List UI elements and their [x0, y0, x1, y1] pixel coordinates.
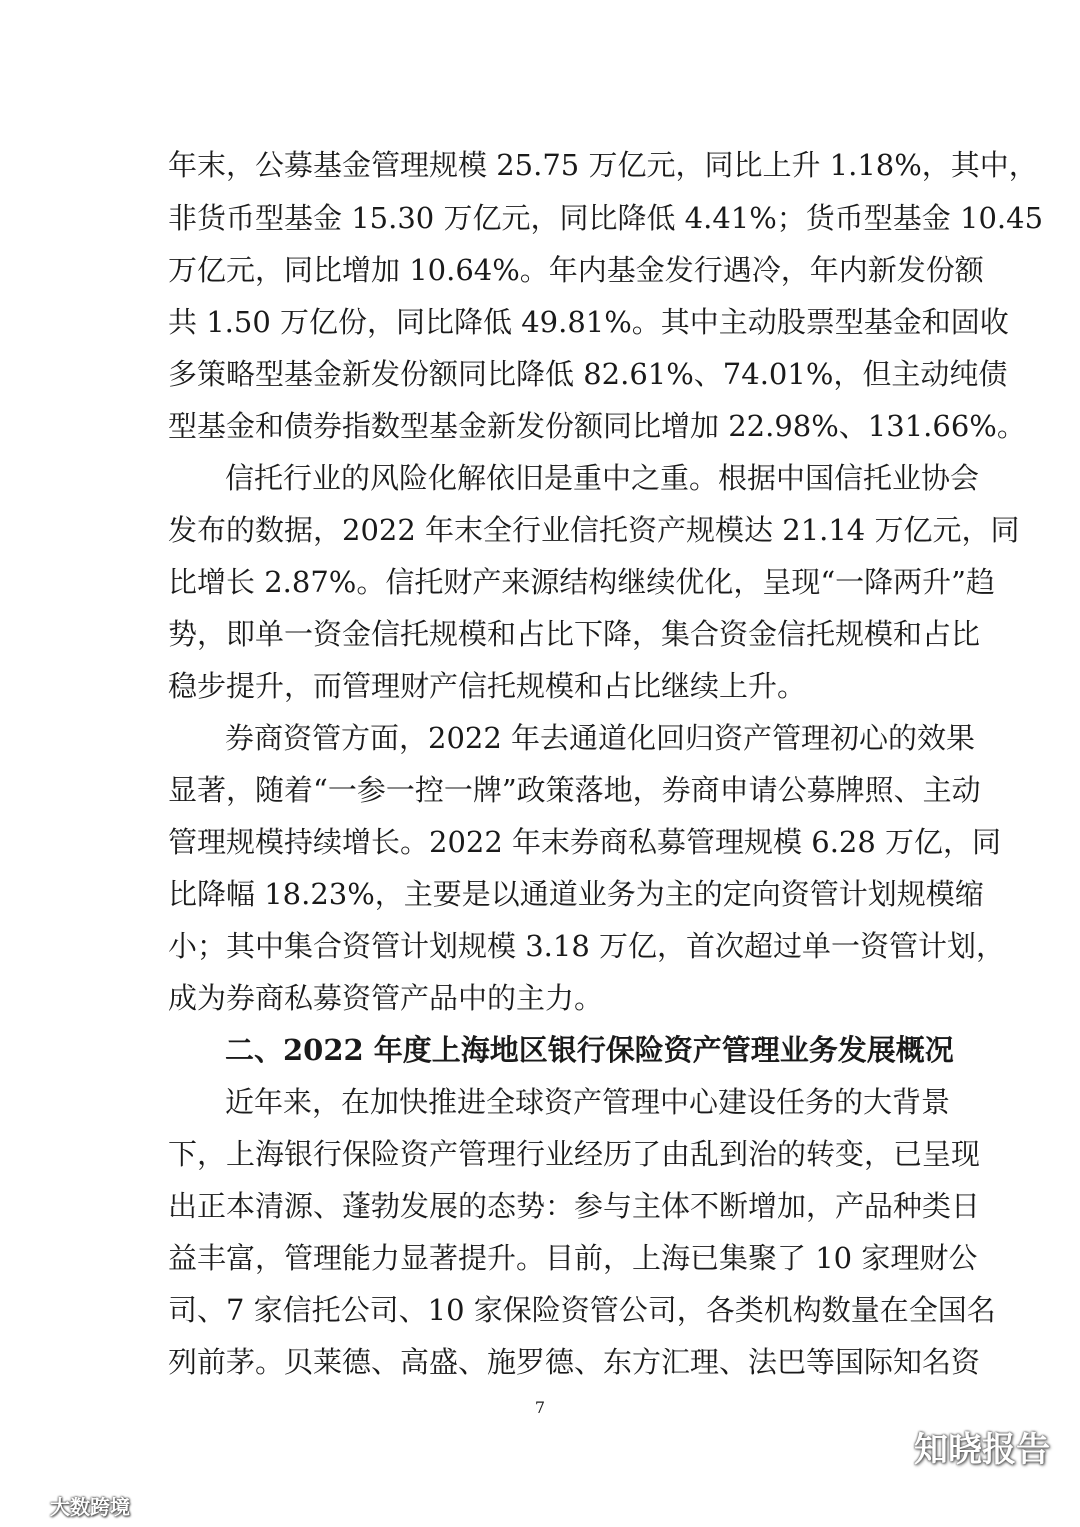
watermark-right	[866, 1424, 1050, 1468]
body-line: 万亿元，同比增加 10.64%。年内基金发行遇冷，年内新发份额	[168, 253, 984, 287]
body-line: 近年来，在加快推进全球资产管理中心建设任务的大背景	[225, 1085, 951, 1119]
body-line: 年末，公募基金管理规模 25.75 万亿元，同比上升 1.18%，其中，	[168, 148, 1038, 182]
body-line: 稳步提升，而管理财产信托规模和占比继续上升。	[168, 669, 807, 703]
watermark-right-text: 知晓报告	[914, 1429, 1050, 1470]
body-line: 券商资管方面，2022 年去通道化回归资产管理初心的效果	[225, 721, 976, 755]
section-heading: 二、2022 年度上海地区银行保险资产管理业务发展概况	[225, 1033, 954, 1067]
wechat-icon	[866, 1428, 906, 1464]
weibo-logo-icon	[8, 1494, 46, 1516]
body-line: 发布的数据，2022 年末全行业信托资产规模达 21.14 万亿元，同	[168, 513, 1020, 547]
body-line: 型基金和债券指数型基金新发份额同比增加 22.98%、131.66%。	[168, 409, 1026, 443]
body-line: 列前茅。贝莱德、高盛、施罗德、东方汇理、法巴等国际知名资	[168, 1345, 981, 1379]
page-number: 7	[534, 1398, 546, 1417]
body-line: 比降幅 18.23%，主要是以通道业务为主的定向资管计划规模缩	[168, 877, 984, 911]
body-line: 共 1.50 万亿份，同比降低 49.81%。其中主动股票型基金和固收	[168, 305, 1009, 339]
body-line: 势，即单一资金信托规模和占比下降，集合资金信托规模和占比	[168, 617, 981, 651]
body-line: 下，上海银行保险资产管理行业经历了由乱到治的转变，已呈现	[168, 1137, 981, 1171]
body-line: 多策略型基金新发份额同比降低 82.61%、74.01%，但主动纯债	[168, 357, 1008, 391]
body-line: 比增长 2.87%。信托财产来源结构继续优化，呈现“一降两升”趋	[168, 565, 995, 599]
body-line: 显著，随着“一参一控一牌”政策落地，券商申请公募牌照、主动	[168, 773, 981, 807]
watermark-left	[8, 1490, 130, 1520]
body-line: 益丰富，管理能力显著提升。目前，上海已集聚了 10 家理财公	[168, 1241, 978, 1275]
body-line: 成为券商私募资管产品中的主力。	[168, 981, 604, 1015]
body-line: 司、7 家信托公司、10 家保险资管公司，各类机构数量在全国名	[168, 1293, 996, 1327]
body-line: 出正本清源、蓬勃发展的态势：参与主体不断增加，产品种类日	[168, 1189, 981, 1223]
body-line: 非货币型基金 15.30 万亿元，同比降低 4.41%；货币型基金 10.45	[168, 201, 1044, 235]
body-line: 信托行业的风险化解依旧是重中之重。根据中国信托业协会	[225, 461, 980, 495]
body-line: 小；其中集合资管计划规模 3.18 万亿，首次超过单一资管计划，	[168, 929, 1006, 963]
watermark-left-text: 大数跨境	[50, 1494, 130, 1519]
body-line: 管理规模持续增长。2022 年末券商私募管理规模 6.28 万亿，同	[168, 825, 1002, 859]
